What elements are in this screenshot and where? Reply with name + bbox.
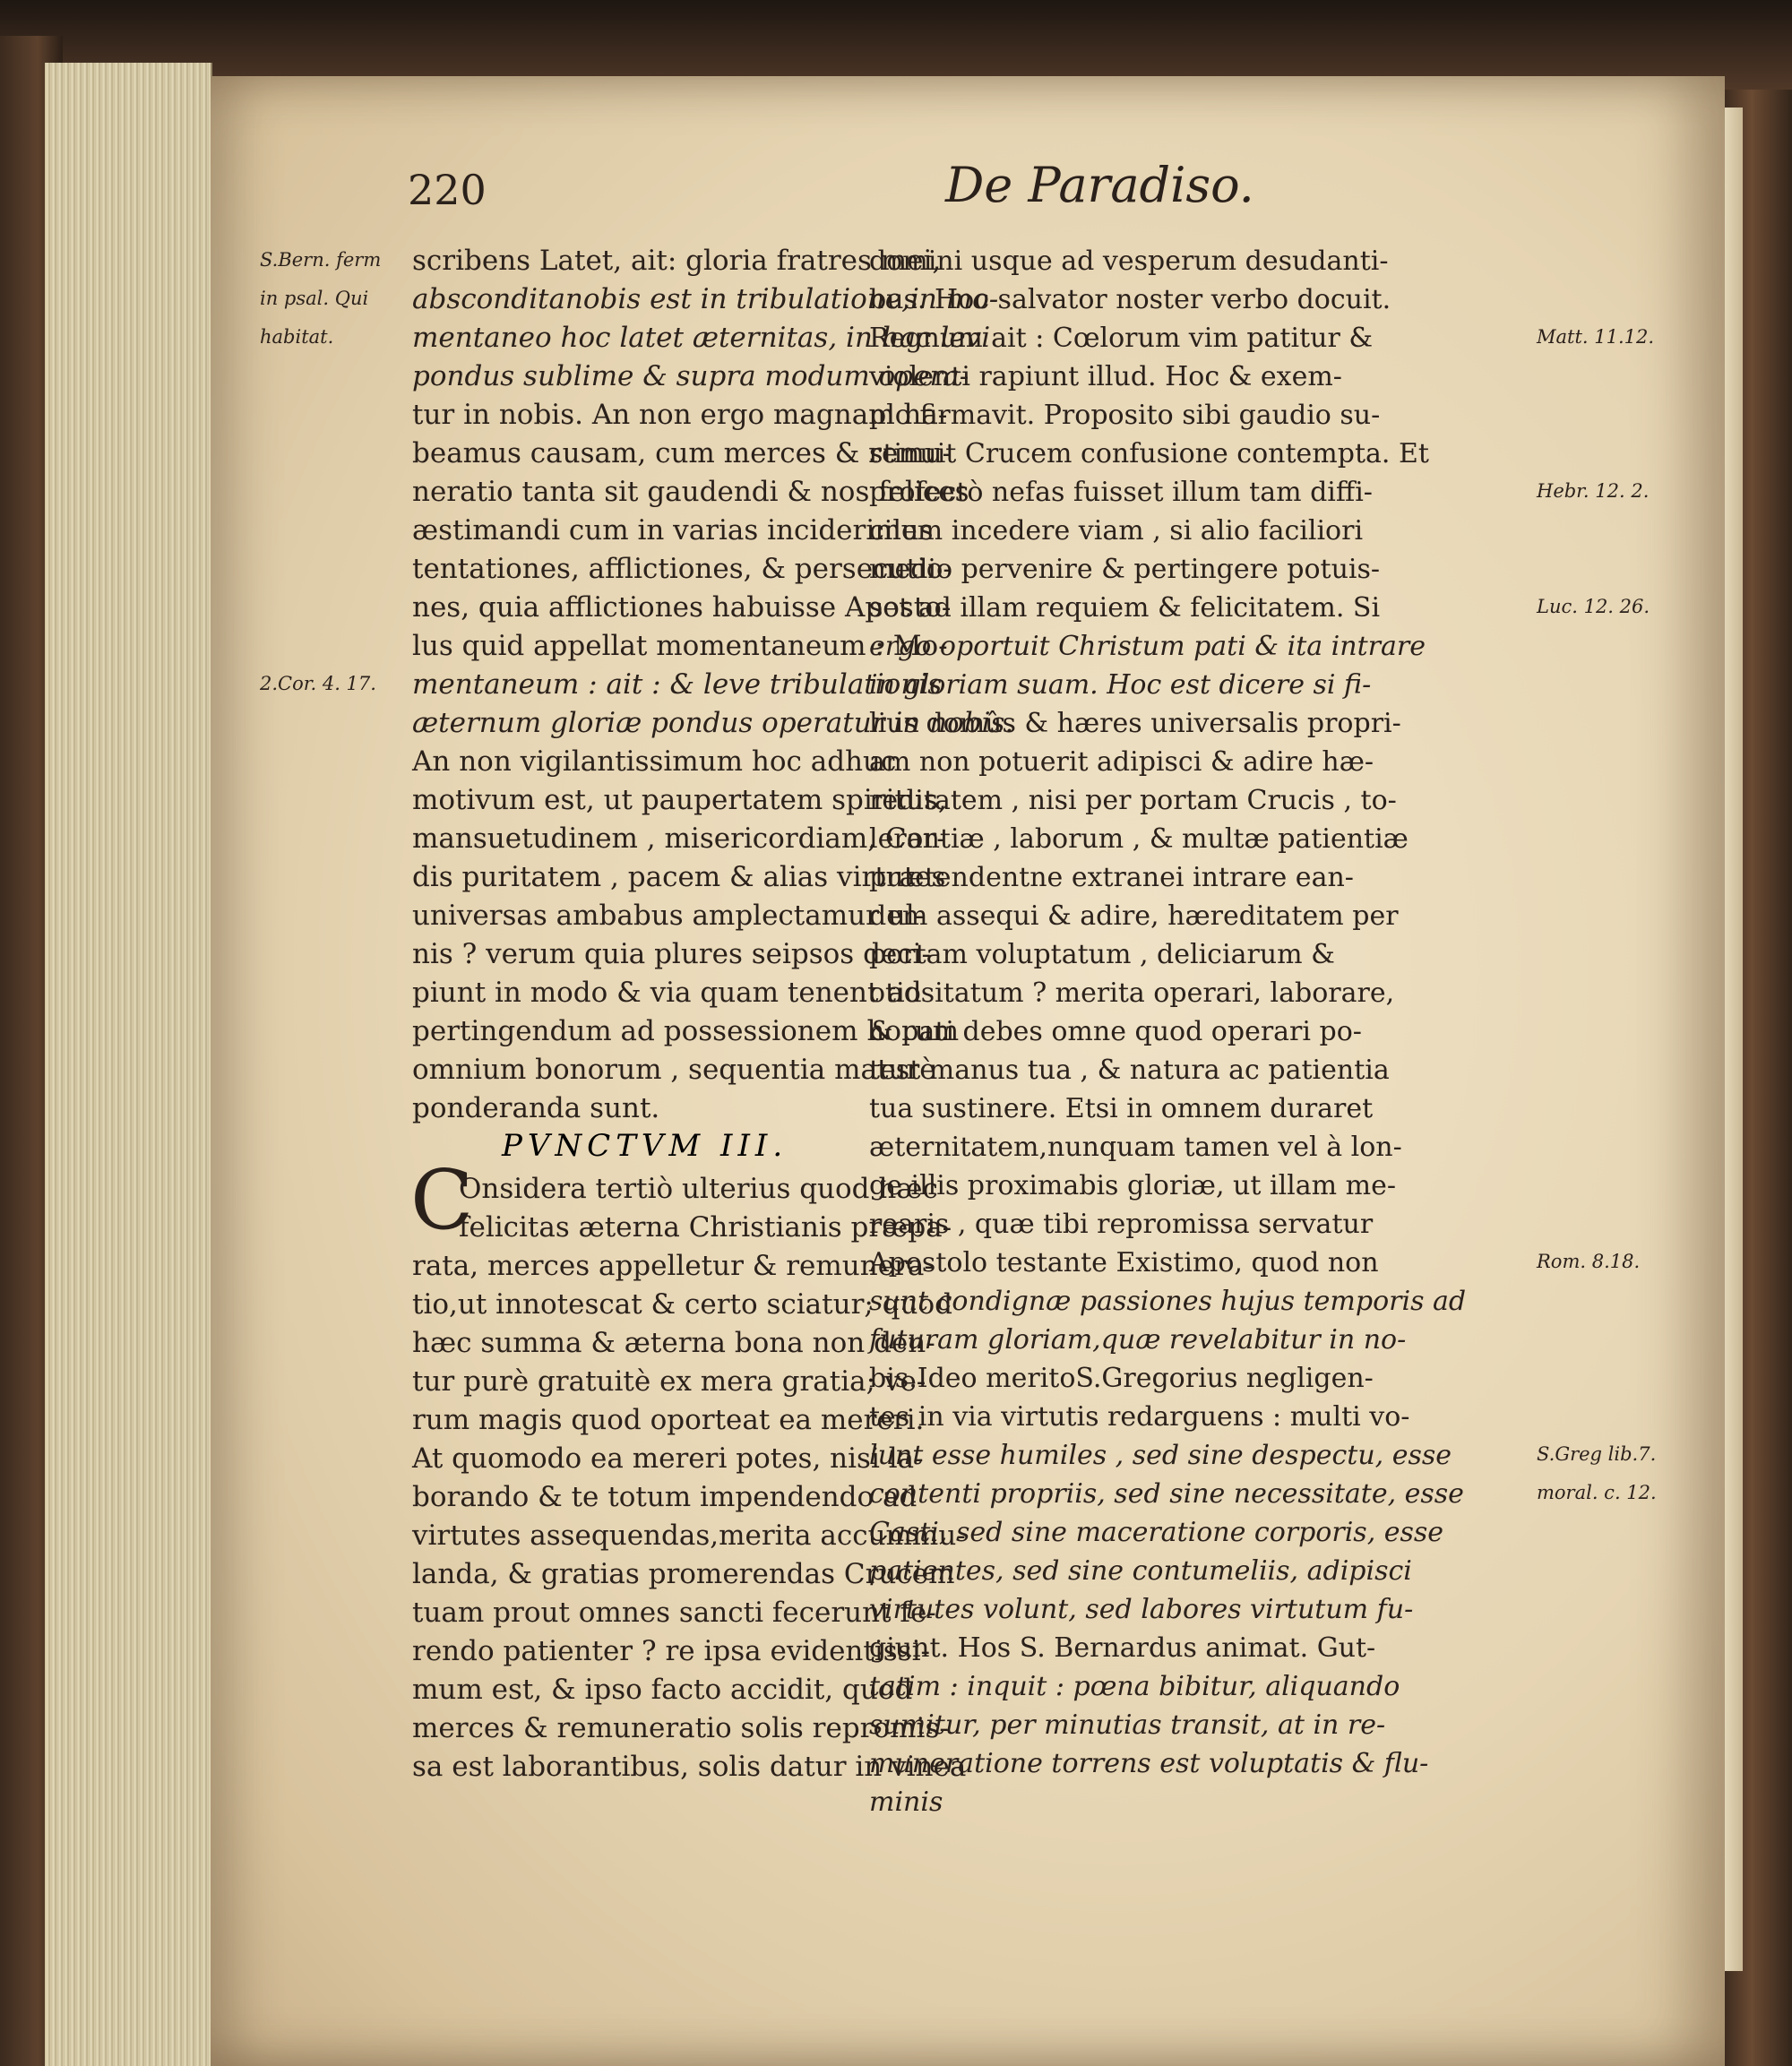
text-line: cilem incedere viam , si alio faciliori <box>869 515 1364 547</box>
margin-note: Matt. 11.12. <box>1537 326 1655 348</box>
text-line: mentaneo hoc latet æternitas, in hac levi <box>412 322 991 354</box>
margin-note: 2.Cor. 4. 17. <box>260 673 376 694</box>
text-line: æternum gloriæ pondus operatur in nobis. <box>412 707 1014 739</box>
margin-note: Rom. 8.18. <box>1537 1251 1641 1272</box>
text-line: mentaneum : ait : & leve tribulationis <box>412 668 943 701</box>
text-line: virtutes assequendas,merita accummu- <box>412 1519 966 1552</box>
text-line: profectò nefas fuisset illum tam diffi- <box>869 477 1373 508</box>
text-line: lus quid appellat momentaneum : Mo- <box>412 630 948 662</box>
text-line: lius domûs & hæres universalis propri- <box>869 708 1401 739</box>
text-line: æstimandi cum in varias inciderimus <box>412 514 934 547</box>
text-line: rendo patienter ? re ipsa evidentissi- <box>412 1635 930 1667</box>
margin-note: in psal. Qui <box>260 288 369 309</box>
text-line: patientes, sed sine contumeliis, adipisci <box>869 1555 1412 1587</box>
text-line: sa est laborantibus, solis datur in vinea <box>412 1751 967 1783</box>
text-line: set ad illam requiem & felicitatem. Si <box>869 592 1381 624</box>
text-line: sunt condignæ passiones hujus temporis ad <box>869 1286 1467 1317</box>
text-line: in gloriam suam. Hoc est dicere si fi- <box>869 669 1372 701</box>
text-line: dem assequi & adire, hæreditatem per <box>869 900 1399 932</box>
text-line: & pati debes omne quod operari po- <box>869 1016 1362 1047</box>
text-line: Regnum ait : Cœlorum vim patitur & <box>869 323 1374 354</box>
page-edges-left <box>45 63 212 2066</box>
text-line: An non vigilantissimum hoc adhuc <box>412 745 897 778</box>
text-line: lunt esse humiles , sed sine despectu, esse <box>869 1440 1452 1471</box>
text-line: borando & te totum impendendo ad <box>412 1481 918 1513</box>
margin-note: Luc. 12. 26. <box>1537 596 1650 617</box>
text-line: Onsidera tertiò ulterius quod hæc <box>459 1173 938 1205</box>
text-line: nes, quia afflictiones habuisse Aposto- <box>412 591 952 624</box>
text-line: ge illis proximabis gloriæ, ut illam me- <box>869 1170 1396 1201</box>
text-line: violenti rapiunt illud. Hoc & exem- <box>869 361 1342 392</box>
page-number: 220 <box>408 166 487 214</box>
text-line: hæc summa & æterna bona non den- <box>412 1327 935 1359</box>
text-line: domini usque ad vesperum desudanti- <box>869 245 1389 277</box>
text-line: lerantiæ , laborum , & multæ patientiæ <box>869 823 1409 855</box>
text-line: mansuetudinem , misericordiam, Cor- <box>412 822 946 855</box>
text-line: dis puritatem , pacem & alias virtutes <box>412 861 946 893</box>
text-line: Casti, sed sine maceratione corporis, esse <box>869 1517 1444 1548</box>
text-line: portam voluptatum , deliciarum & <box>869 939 1335 970</box>
text-line: ponderanda sunt. <box>412 1092 660 1124</box>
drop-cap: C <box>410 1152 474 1248</box>
text-line: reditatem , nisi per portam Crucis , to- <box>869 785 1397 816</box>
text-line: æternitatem,nunquam tamen vel à lon- <box>869 1132 1402 1163</box>
text-line: piunt in modo & via quam tenent ad <box>412 977 922 1009</box>
margin-note: moral. c. 12. <box>1537 1482 1657 1503</box>
text-line: rearis , quæ tibi repromissa servatur <box>869 1209 1374 1240</box>
text-line: pondus sublime & supra modum opera- <box>412 360 969 392</box>
text-line: tes in via virtutis redarguens : multi vo- <box>869 1401 1410 1433</box>
text-line: rum magis quod oporteat ea mereri. <box>412 1404 925 1436</box>
text-line: muneratione torrens est voluptatis & flu- <box>869 1748 1429 1779</box>
text-line: bus. Hoc salvator noster verbo docuit. <box>869 284 1391 315</box>
text-line: bis.Ideo meritoS.Gregorius negligen- <box>869 1363 1374 1394</box>
text-line: futuram gloriam,quæ revelabitur in no- <box>869 1324 1407 1356</box>
margin-note: habitat. <box>260 326 334 348</box>
text-line: tio,ut innotescat & certo sciatur; quod <box>412 1288 953 1321</box>
text-line: At quomodo ea mereri potes, nisi la- <box>412 1442 924 1475</box>
text-line: test manus tua , & natura ac patientia <box>869 1055 1390 1086</box>
text-line: prætendentne extranei intrare ean- <box>869 862 1354 893</box>
text-line: tur in nobis. An non ergo magnam ha- <box>412 399 948 431</box>
text-line: sumitur, per minutias transit, at in re- <box>869 1709 1386 1741</box>
text-line: absconditanobis est in tribulatione,in mo- <box>412 283 999 315</box>
text-line: beamus causam, cum merces & remu- <box>412 437 952 469</box>
margin-note: S.Greg lib.7. <box>1537 1443 1657 1465</box>
text-line: universas ambabus amplectamur ul- <box>412 900 925 932</box>
text-line: mum est, & ipso facto accidit, quod <box>412 1674 913 1706</box>
text-line: medio pervenire & pertingere potuis- <box>869 554 1381 585</box>
text-line: ergo oportuit Christum pati & ita intrare <box>869 631 1426 662</box>
text-line: minis <box>869 1786 943 1818</box>
running-head <box>408 157 1770 237</box>
text-line: scribens Latet, ait: gloria fratres mei, <box>412 245 942 277</box>
text-line: Apostolo testante Existimo, quod non <box>869 1247 1379 1278</box>
text-line: merces & remuneratio solis repromis- <box>412 1712 949 1744</box>
section-heading: PVNCTVM III. <box>502 1128 788 1164</box>
text-line: neratio tanta sit gaudendi & nos felices <box>412 476 969 508</box>
text-line: felicitas æterna Christianis præpa- <box>459 1211 952 1244</box>
text-line: rata, merces appelletur & remunera- <box>412 1250 934 1282</box>
book-page <box>211 76 1725 2066</box>
text-line: virtutes volunt, sed labores virtutum fu- <box>869 1594 1414 1625</box>
text-line: otiositatum ? merita operari, laborare, <box>869 977 1395 1009</box>
text-line: nis ? verum quia plures seipsos deci- <box>412 938 932 970</box>
text-line: tur purè gratuitè ex mera gratia; ve- <box>412 1365 926 1398</box>
text-line: motivum est, ut paupertatem spiritus, <box>412 784 947 816</box>
text-line: stinuit Crucem confusione contempta. Et <box>869 438 1429 469</box>
text-line: tuam prout omnes sancti fecerunt fe- <box>412 1597 936 1629</box>
text-line: contenti propriis, sed sine necessitate, esse <box>869 1478 1464 1510</box>
margin-note: Hebr. 12. 2. <box>1537 480 1650 502</box>
text-line: giunt. Hos S. Bernardus animat. Gut- <box>869 1632 1376 1664</box>
text-line: plo firmavit. Proposito sibi gaudio su- <box>869 400 1381 431</box>
margin-note: S.Bern. ferm <box>260 249 382 271</box>
page-title: De Paradiso. <box>945 157 1254 213</box>
text-line: landa, & gratias promerendas Crucem <box>412 1558 955 1590</box>
text-line: pertingendum ad possessionem horum <box>412 1015 960 1047</box>
text-line: omnium bonorum , sequentia maturè <box>412 1054 936 1086</box>
text-line: tatim : inquit : pœna bibitur, aliquando <box>869 1671 1400 1702</box>
text-line: tentationes, afflictiones, & persecutio- <box>412 553 952 585</box>
text-line: tua sustinere. Etsi in omnem duraret <box>869 1093 1374 1124</box>
text-line: am non potuerit adipisci & adire hæ- <box>869 746 1374 778</box>
